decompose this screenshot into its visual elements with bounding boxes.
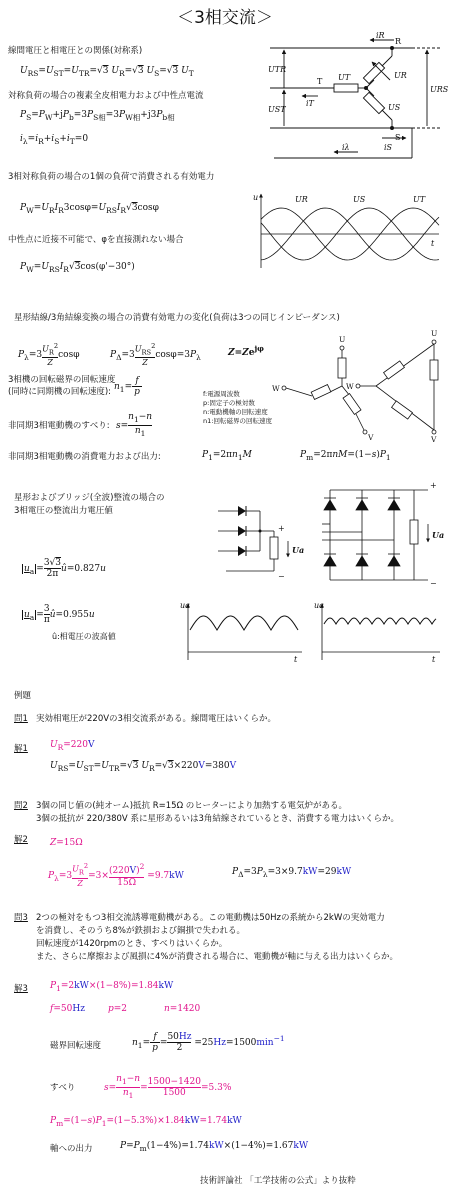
legend-f: f:電源周波数	[203, 390, 240, 398]
hw-plus: +	[278, 524, 285, 533]
footer-credit: 技術評論社 「工学技術の公式」より抜粋	[200, 1176, 356, 1186]
wave-UR: UR	[295, 195, 308, 204]
sec3-line4: 非同期3相電動機の消費電力および出力:	[8, 452, 161, 462]
a1-line2: $U_{RS}=U_{ST}=U_{TR}=√3$ $U_R=√3\times 220V=380V$	[50, 761, 237, 773]
hw-minus: −	[278, 572, 285, 581]
a3-pm: $P_m=(1-s)P_1=(1-5.3\%)\times 1.84kW=1.74kW$	[50, 1116, 242, 1128]
sec3-eq3: $Z=Ze^{j\varphi}$	[228, 344, 264, 358]
delta-node-V: V	[431, 435, 437, 444]
sec2-heading: 3相対称負荷の場合の1個の負荷で消費される有効電力	[8, 172, 215, 182]
star-node-U: U	[339, 335, 346, 344]
label-UR: UR	[394, 71, 407, 80]
br-ua: Ua	[432, 530, 445, 540]
a3-l4: 軸への出力	[50, 1144, 93, 1154]
q3-text4: また、さらに摩擦および風損に4%が消費される場合に、電動機が軸に与える出力はいくらか。	[36, 952, 398, 962]
sec3-eq1: $P_\lambda=3U_R^2$ Z cosφ	[18, 342, 80, 368]
label-T: T	[317, 77, 323, 86]
half-wave-rectifier	[214, 493, 306, 585]
label-UST: UST	[268, 105, 286, 114]
a3-n: n=1420	[164, 1004, 201, 1014]
star-circuit-diagram	[262, 30, 447, 165]
sec1-eq2: $P_S=P_W+jP_b=3P_{S相}=3P_{W相}+j3P_{b相}$	[20, 110, 175, 122]
q1-text: 実効相電圧が220Vの3相交流系がある。線間電圧はいくらか。	[36, 714, 276, 724]
a3-f: f=50Hz	[50, 1004, 85, 1014]
a2-line2: $P_\lambda=3U_R^2$ Z $=3\times(220V)^2$ 15Ω =9.7kW	[48, 862, 184, 888]
hw-graph-x: t	[294, 655, 298, 664]
wave-US: US	[353, 195, 366, 204]
label-ilambda: iλ	[342, 143, 350, 152]
wave-y-label: u	[253, 193, 259, 202]
label-URS: URS	[430, 85, 449, 94]
br-graph-x: t	[432, 655, 436, 664]
a3-l2: 磁界回転速度	[50, 1041, 102, 1051]
hw-ua: Ua	[292, 545, 305, 555]
sec4-heading1: 星形およびブリッジ(全波)整流の場合の	[14, 493, 165, 503]
legend-p: p:固定子の極対数	[203, 399, 255, 407]
sec3-line1: 3相機の回転磁界の回転速度	[8, 375, 116, 385]
q2-label: 問2	[14, 801, 28, 811]
label-UT: UT	[338, 73, 351, 82]
sec3-eq6: $P_1=2\pi n_1M$	[202, 450, 252, 462]
sec3-line2: (同時に同期機の回転速度):	[8, 387, 111, 397]
delta-node-U: U	[431, 329, 438, 338]
label-UTR: UTR	[268, 65, 287, 74]
legend-n1: n1:回転磁界の回転速度	[203, 417, 272, 425]
a2-line3: $P_\Delta=3P_\lambda=3\times 9.7kW=29kW$	[232, 867, 352, 879]
sec1-heading2: 対称負荷の場合の複素全皮相電力および中性点電流	[8, 91, 204, 101]
label-R: R	[395, 37, 402, 46]
a1-line1: $U_R=220V$	[50, 740, 95, 752]
sec2-heading2: 中性点に近接不可能で、φを直接測れない場合	[8, 235, 184, 245]
q3-label: 問3	[14, 913, 28, 923]
label-iR: iR	[376, 31, 385, 40]
wave-UT: UT	[413, 195, 426, 204]
br-minus: −	[430, 579, 437, 588]
sec4-eq2: $u_a =3$ π û=0.955u	[24, 604, 95, 625]
sec4-heading2: 3相電圧の整流出力電圧値	[14, 506, 113, 516]
page-title: ＜3相交流＞	[177, 8, 273, 28]
bridge-rectifier	[318, 480, 448, 590]
sec1-heading: 線間電圧と相電圧との関係(対称系)	[8, 46, 143, 56]
q2-text2: 3個の抵抗が 220/380V 系に星形あるいは3角結線されているとき、消費する電力はいくらか。	[36, 814, 400, 824]
three-phase-wave-graph	[253, 190, 443, 270]
a3-line1: $P_1=2kW\times(1-8\%)=1.84kW$	[50, 981, 174, 993]
legend-n: n:電動機軸の回転速度	[203, 408, 268, 416]
sec3-line3: 非同期3相電動機のすべり:	[8, 421, 110, 431]
sec4-eq1: $u_a =3√3$ 2π û=0.827u	[24, 558, 106, 579]
a3-p: p=2	[108, 1004, 128, 1014]
q3-text1: 2つの極対をもつ3相交流誘導電動機がある。この電動機は50Hzの系統から2kWの実効電力	[36, 913, 385, 923]
sec3-eq2: $P_\Delta=3U_{RS}^2$ Z $\cos\varphi=3P_\lambda$	[110, 342, 201, 368]
a3-p-out: $P=P_m(1-4\%)=1.74kW\times(1-4\%)=1.67kW$	[120, 1141, 309, 1153]
sec2-eq2: $P_W=U_{RS}I_R√3\cos(\varphi'-30^\circ)$	[20, 262, 135, 274]
br-plus: +	[430, 481, 437, 490]
sec3-eq5: $s=n_1-n$ $n_1$	[116, 412, 153, 438]
examples-heading: 例題	[14, 691, 32, 701]
sec1-eq3: $i_\lambda=i_R+i_S+i_T=0$	[20, 134, 89, 146]
star-node-W: W	[272, 384, 280, 393]
a3-n1: $n_1=\frac{f}{p}$ =50Hz 2 $=25Hz=1500\min^{-1}$	[132, 1032, 285, 1053]
sec3-eq4: $n_1=\frac{f}{p}$	[114, 376, 140, 397]
a2-label: 解2	[14, 835, 28, 845]
sec3-heading: 星形結線/3角結線変換の場合の消費有効電力の変化(負荷は3つの同じインピーダンス)	[14, 313, 340, 323]
bridge-output-graph	[314, 598, 444, 662]
sec3-eq7: $P_m=2\pi nM=(1-s)P_1$	[300, 450, 391, 462]
a2-line1: Z=15Ω	[50, 838, 83, 848]
label-iS: iS	[384, 143, 393, 152]
star-delta-diagram	[262, 330, 450, 442]
q1-label: 問1	[14, 714, 28, 724]
br-graph-y: ua	[314, 601, 324, 610]
a3-s: $s=n_1-n$ $n_1$ =1500−1420 1500 =5.3%	[104, 1074, 232, 1100]
label-US: US	[388, 103, 401, 112]
q3-text2: を消費し、そのうち8%が鉄損および銅損で失われる。	[36, 926, 245, 936]
hw-graph-y: ua	[180, 601, 190, 610]
sec4-note: û:相電圧の波高値	[52, 632, 116, 641]
q3-text3: 回転速度が1420rpmのとき、すべりはいくらか。	[36, 939, 228, 949]
half-wave-output-graph	[180, 598, 306, 662]
label-iT: iT	[306, 99, 314, 108]
a3-l3: すべり	[50, 1083, 76, 1093]
q2-text1: 3個の同じ値の(純オーム)抵抗 R=15Ω のヒーターにより加熱する電気炉がある。	[36, 801, 347, 811]
star-node-V: V	[368, 433, 374, 442]
label-S: S	[395, 133, 401, 142]
a3-label: 解3	[14, 984, 28, 994]
sec1-eq1: $U_{RS}=U_{ST}=U_{TR}=√3$ $U_R=√3$ $U_S=√3$ $U_T$	[20, 66, 194, 78]
sec2-eq1: $P_W=U_RI_R3\cos\varphi=U_{RS}I_R√3\cos\varphi$	[20, 203, 159, 215]
delta-node-W: W	[346, 382, 354, 391]
a1-label: 解1	[14, 744, 28, 754]
wave-x-label: t	[431, 239, 435, 248]
